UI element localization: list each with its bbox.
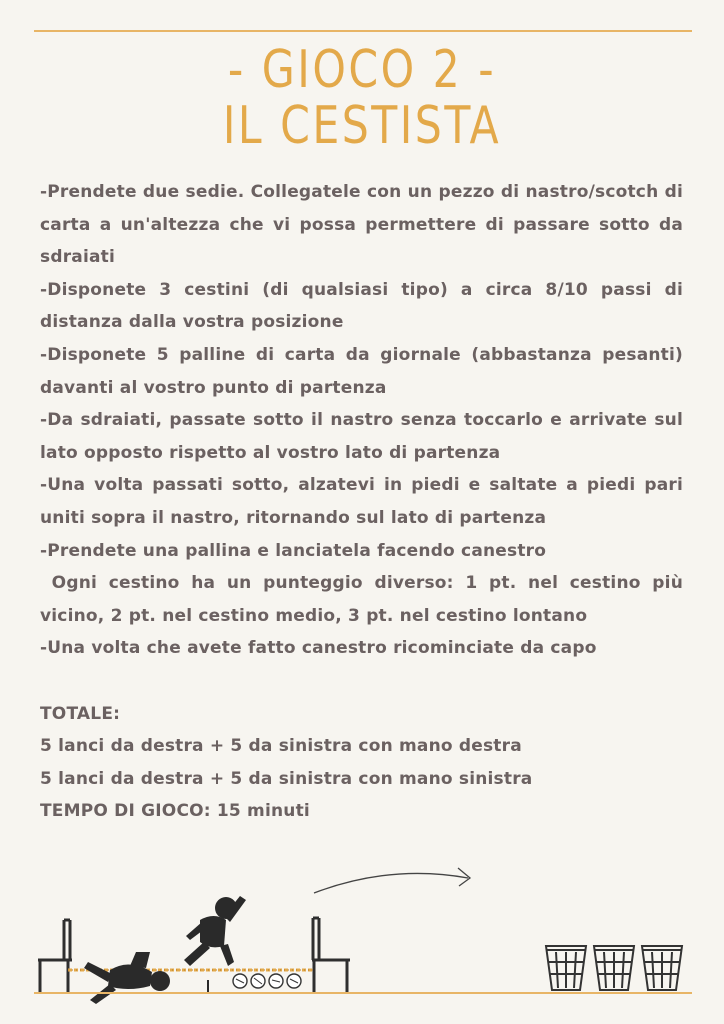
instruction-7: Ogni cestino ha un punteggio diverso: 1 pt. nel cestino più vicino, 2 pt. nel cestino medio, 3 pt. nel cestino lontano	[40, 573, 690, 626]
instruction-8: -Una volta che avete fatto canestro ricominciate da capo	[40, 638, 597, 659]
game-illustration	[0, 850, 724, 1024]
crawling-person-icon	[84, 952, 170, 1004]
instruction-2: -Disponete 3 cestini (di qualsiasi tipo) a circa 8/10 passi di distanza dalla vostra posizione	[40, 279, 683, 333]
instruction-3: -Disponete 5 palline di carta da giornale (abbastanza pesanti) davanti al vostro punto di partenza	[40, 344, 683, 398]
basket-icon-1	[546, 946, 586, 990]
summary-right-hand: 5 lanci da destra + 5 da sinistra con mano destra	[40, 736, 522, 757]
game-title-heading: IL CESTISTA	[222, 96, 502, 156]
basket-icon-3	[642, 946, 682, 990]
game-number-heading: - GIOCO 2 -	[227, 40, 497, 100]
basket-icon-2	[594, 946, 634, 990]
bottom-divider	[34, 992, 692, 994]
summary-label: TOTALE:	[40, 703, 121, 724]
jumping-person-icon	[184, 896, 246, 966]
instruction-1: -Prendete due sedie. Collegatele con un pezzo di nastro/scotch di carta a un'altezza che vi possa permettere di passare sotto da sdraiati	[40, 182, 683, 268]
left-chair-icon	[38, 920, 72, 994]
play-time: TEMPO DI GIOCO: 15 minuti	[40, 801, 310, 822]
top-divider	[34, 30, 692, 32]
throw-arrow-icon	[314, 868, 470, 893]
instruction-4: -Da sdraiati, passate sotto il nastro senza toccarlo e arrivate sul lato opposto rispetto al vostro lato di partenza	[40, 410, 683, 463]
instruction-6: -Prendete una pallina e lanciatela facendo canestro	[40, 540, 547, 561]
summary-left-hand: 5 lanci da destra + 5 da sinistra con mano sinistra	[40, 768, 533, 789]
instructions-block	[40, 176, 690, 828]
paper-balls-icon	[233, 974, 301, 988]
instruction-5: -Una volta passati sotto, alzatevi in piedi e saltate a piedi pari uniti sopra il nastro, ritornando sul lato di partenza	[40, 475, 683, 528]
right-chair-icon	[312, 918, 350, 994]
